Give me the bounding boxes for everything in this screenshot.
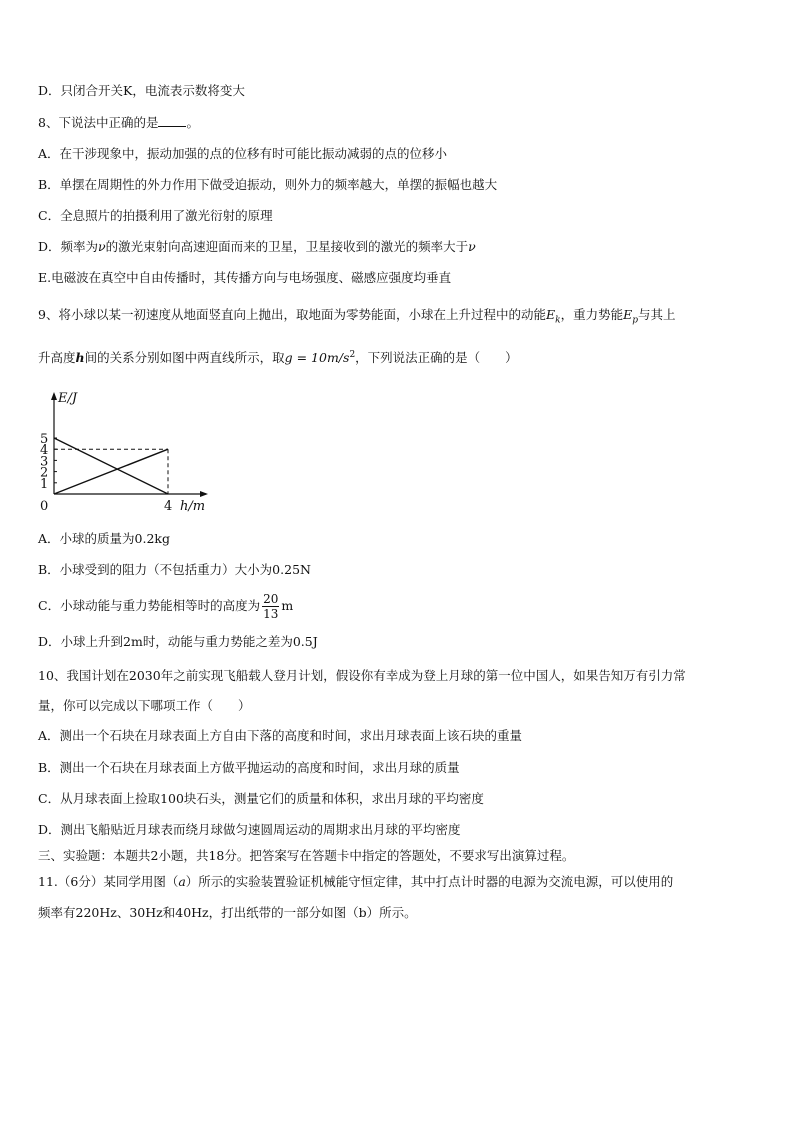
x-tick-label: 4 bbox=[164, 499, 173, 514]
question-11-stem-line-2: 频率有220Hz、30Hz和40Hz，打出纸带的一部分如图（b）所示。 bbox=[38, 905, 417, 920]
question-8-option-e: E.电磁波在真空中自由传播时，其传播方向与电场强度、磁感应强度均垂直 bbox=[38, 270, 452, 285]
fraction: $\frac{20}{13}$ bbox=[263, 592, 279, 621]
question-8-option-a: A．在干涉现象中，振动加强的点的位移有时可能比振动减弱的点的位移小 bbox=[38, 146, 448, 161]
y-tick-label: 5 bbox=[40, 432, 49, 447]
y-tick-label: 2 bbox=[40, 465, 49, 481]
question-8-option-d: D．频率为ν的激光束射向高速迎面而来的卫星，卫星接收到的激光的频率大于ν bbox=[38, 239, 476, 254]
x-tick-label: 0 bbox=[40, 499, 49, 514]
y-tick-label: 1 bbox=[40, 476, 49, 492]
x-axis-arrow bbox=[200, 491, 208, 497]
question-11-stem-line-1: 11.（6分）某同学用图（a）所示的实验装置验证机械能守恒定律，其中打点计时器的电源为交流电源，可以使用的 bbox=[38, 874, 674, 889]
question-9-option-c: C．小球动能与重力势能相等时的高度为 $\frac{20}{13}$ m bbox=[38, 592, 294, 621]
question-7-option-d: D．只闭合开关K，电流表示数将变大 bbox=[38, 83, 245, 98]
question-9-stem-line-2: 升高度h间的关系分别如图中两直线所示，取$g = 10m/s^2$，下列说法正确的是（ ） bbox=[38, 350, 518, 366]
question-9-option-b: B．小球受到的阻力（不包括重力）大小为0.25N bbox=[38, 562, 311, 577]
series-line bbox=[54, 438, 168, 494]
series-line bbox=[54, 449, 168, 494]
question-10-option-d: D．测出飞船贴近月球表而绕月球做匀速圆周运动的周期求出月球的平均密度 bbox=[38, 822, 461, 837]
question-10-option-a: A．测出一个石块在月球表面上方自由下落的高度和时间，求出月球表面上该石块的重量 bbox=[38, 728, 523, 743]
question-10-stem-line-2: 量，你可以完成以下哪项工作（ ） bbox=[38, 698, 251, 713]
energy-height-graph bbox=[38, 388, 218, 518]
question-10-option-b: B．测出一个石块在月球表面上方做平抛运动的高度和时间，求出月球的质量 bbox=[38, 760, 460, 775]
answer-blank bbox=[158, 114, 186, 127]
y-axis-arrow bbox=[51, 392, 57, 400]
question-10-option-c: C．从月球表面上捡取100块石头，测量它们的质量和体积，求出月球的平均密度 bbox=[38, 791, 484, 806]
y-tick-label: 4 bbox=[40, 443, 49, 459]
question-10-stem-line-1: 10、我国计划在2030年之前实现飞船载人登月计划，假设你有幸成为登上月球的第一位中国人，如果告知万有引力常 bbox=[38, 668, 686, 683]
question-8-option-b: B．单摆在周期性的外力作用下做受迫振动，则外力的频率越大，单摆的振幅也越大 bbox=[38, 177, 498, 192]
x-axis-label: h/m bbox=[180, 499, 206, 514]
y-axis-label: E/J bbox=[58, 391, 78, 406]
question-9-stem-line-1: 9、将小球以某一初速度从地面竖直向上抛出，取地面为零势能面，小球在上升过程中的动能$E_k$，重力势能$E_p$与其上 bbox=[38, 307, 676, 326]
section-3-heading: 三、实验题：本题共2小题，共18分。把答案写在答题卡中指定的答题处，不要求写出演算过程。 bbox=[38, 848, 575, 863]
question-8-option-c: C．全息照片的拍摄利用了激光衍射的原理 bbox=[38, 208, 273, 223]
y-tick-label: 3 bbox=[40, 454, 49, 470]
question-9-option-d: D．小球上升到2m时，动能与重力势能之差为0.5J bbox=[38, 634, 318, 649]
question-8-stem: 8、下说法中正确的是 。 bbox=[38, 115, 199, 130]
question-9-option-a: A．小球的质量为0.2kg bbox=[38, 531, 170, 546]
